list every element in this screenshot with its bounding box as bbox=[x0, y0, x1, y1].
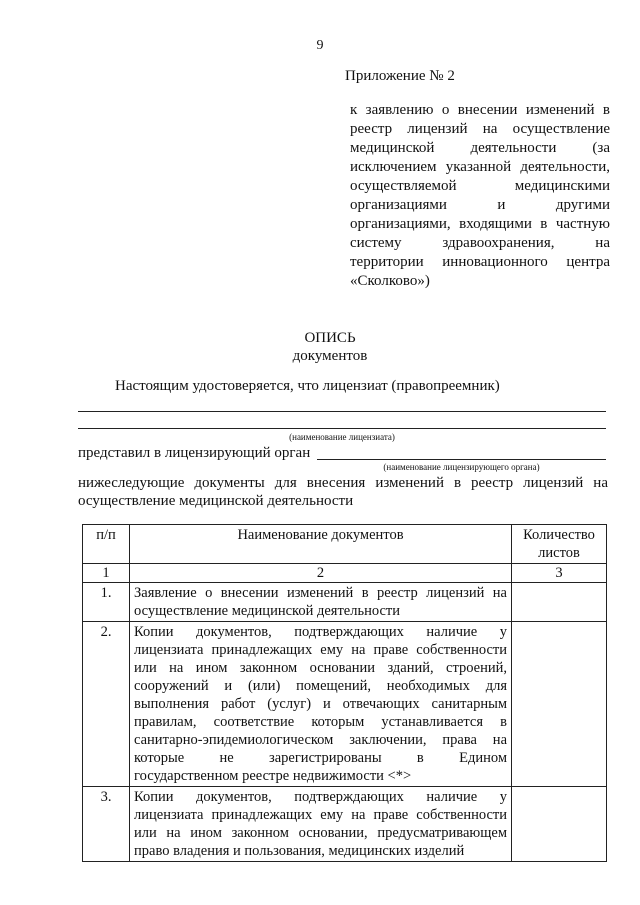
authority-line bbox=[317, 459, 606, 460]
row-line: Копии документов, подтверждающих наличие у bbox=[134, 789, 507, 805]
header-qty-line: листов bbox=[538, 545, 580, 561]
row-line: санитарно-эпидемиологическом заключении, права на bbox=[134, 732, 507, 748]
following-line-2: осуществление медицинской деятельности bbox=[78, 493, 354, 509]
appendix-line: осуществляемой медицинскими bbox=[350, 178, 610, 194]
licensee-caption: (наименование лицензиата) bbox=[289, 432, 395, 442]
column-number: 3 bbox=[512, 564, 607, 583]
appendix-line: «Сколково») bbox=[350, 273, 430, 289]
row-line: Заявление о внесении изменений в реестр лицензий на bbox=[134, 585, 507, 601]
appendix-line: реестр лицензий на осуществление bbox=[350, 121, 610, 137]
table-row bbox=[83, 583, 607, 622]
table-header-row bbox=[83, 525, 607, 564]
row-quantity bbox=[512, 583, 607, 622]
authority-caption: (наименование лицензирующего органа) bbox=[383, 462, 540, 472]
table-row bbox=[83, 787, 607, 862]
documents-table bbox=[82, 524, 607, 862]
row-line: государственном реестре недвижимости <*> bbox=[134, 768, 412, 784]
row-line: лицензиата принадлежащих ему на праве собственности bbox=[134, 642, 507, 658]
row-line: Копии документов, подтверждающих наличие у bbox=[134, 624, 507, 640]
row-line: или на ином законном основании зданий, строений, bbox=[134, 660, 507, 676]
header-qty-line: Количество bbox=[523, 527, 595, 543]
licensee-line-1 bbox=[78, 411, 606, 412]
column-number-row bbox=[83, 564, 607, 583]
row-document bbox=[130, 622, 512, 787]
table-row bbox=[83, 622, 607, 787]
appendix-text bbox=[350, 101, 610, 291]
appendix-line: исключением указанной деятельности, bbox=[350, 159, 610, 175]
licensee-line-2 bbox=[78, 428, 606, 429]
row-line: правилам, соответствие которым устанавливается в bbox=[134, 714, 507, 730]
row-document bbox=[130, 787, 512, 862]
row-line: право владения и пользования, медицинских изделий bbox=[134, 843, 465, 859]
column-number: 2 bbox=[130, 564, 512, 583]
appendix-line: систему здравоохранения, на bbox=[350, 235, 610, 251]
appendix-line: организациями и другими bbox=[350, 197, 610, 213]
row-line: сооружений и (или) помещений, необходимых для bbox=[134, 678, 507, 694]
row-line: которые не зарегистрированы в Едином bbox=[134, 750, 507, 766]
header-name: Наименование документов bbox=[130, 525, 512, 564]
row-line: или на ином законном основании, предусматривающем bbox=[134, 825, 507, 841]
document-subtitle: документов bbox=[292, 348, 368, 364]
submitted-text: представил в лицензирующий орган bbox=[78, 445, 311, 461]
row-document bbox=[130, 583, 512, 622]
appendix-title: Приложение № 2 bbox=[345, 68, 455, 84]
appendix-line: территории инновационного центра bbox=[350, 254, 610, 270]
row-number: 3. bbox=[83, 787, 130, 862]
row-line: выполнения работ (услуг) и отвечающих санитарным bbox=[134, 696, 507, 712]
appendix-line: медицинской деятельности (за bbox=[350, 140, 610, 156]
following-line-1: нижеследующие документы для внесения изменений в реестр лицензий на bbox=[78, 475, 608, 491]
column-number: 1 bbox=[83, 564, 130, 583]
appendix-line: к заявлению о внесении изменений в bbox=[350, 102, 610, 118]
document-title: ОПИСЬ bbox=[304, 330, 356, 346]
appendix-line: организациями, входящими в частную bbox=[350, 216, 610, 232]
intro-text: Настоящим удостоверяется, что лицензиат (правопреемник) bbox=[115, 378, 500, 394]
row-quantity bbox=[512, 622, 607, 787]
page-number: 9 bbox=[316, 38, 324, 53]
row-number: 1. bbox=[83, 583, 130, 622]
row-line: лицензиата принадлежащих ему на праве собственности bbox=[134, 807, 507, 823]
header-qty bbox=[512, 525, 607, 564]
row-quantity bbox=[512, 787, 607, 862]
header-num: п/п bbox=[83, 525, 130, 564]
row-line: осуществление медицинской деятельности bbox=[134, 603, 400, 619]
row-number: 2. bbox=[83, 622, 130, 787]
